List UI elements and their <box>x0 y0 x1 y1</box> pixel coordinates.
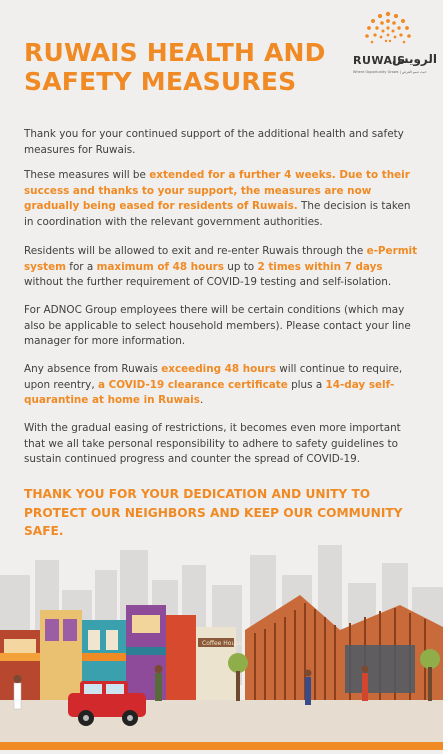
logo-name-ar: الرويس <box>392 52 438 66</box>
page-title <box>24 38 344 96</box>
town-illustration <box>0 535 443 750</box>
paragraph-extension <box>24 168 419 230</box>
text-run: The decision is taken in coordination with the relevant government authorities. <box>24 200 411 228</box>
street-scene-illustration <box>0 535 443 750</box>
paragraph-responsibility: With the gradual easing of restrictions, it becomes even more important that we all take personal responsibility to adhere to safety guidelines to sustain continued progress and counter the spread of COVID-19. <box>24 422 401 465</box>
text-run: These measures will be <box>24 169 150 181</box>
text-run: . <box>199 394 204 406</box>
highlight-extension: extended for a further 4 weeks. Due to their success and thanks to your support, the measures are now gradually being eased for residents of Ruwais. <box>24 169 410 212</box>
highlight-epermit: e-Permit system <box>24 245 418 273</box>
text-run: will continue to require, upon reentry, <box>24 363 403 391</box>
logo-tagline: Where Opportunity Grows | حيث تنمو الفرص <box>353 70 427 74</box>
sun-dots-icon <box>360 8 416 52</box>
highlight-clearance: a COVID-19 clearance certificate <box>97 378 288 391</box>
paragraph-thanks: Thank you for your continued support of the additional health and safety measures for Ruwais. <box>24 128 404 156</box>
text-run: Any absence from Ruwais <box>24 363 162 375</box>
highlight-2-times: 2 times within 7 days <box>257 260 383 273</box>
text-run: Residents will be allowed to exit and re-enter Ruwais through the <box>24 245 367 257</box>
paragraph-absence <box>24 362 419 409</box>
text-run: plus a <box>287 378 326 391</box>
highlight-quarantine: 14-day self-quarantine at home in Ruwais <box>24 378 395 406</box>
text-run: up to <box>223 260 258 273</box>
bottom-accent-bar <box>0 742 443 750</box>
title-line-1: RUWAIS HEALTH AND <box>24 38 326 67</box>
title-line-2: SAFETY MEASURES <box>24 67 297 96</box>
text-run: for a <box>65 260 97 273</box>
logo-name-en: RUWAIS <box>353 54 406 67</box>
coffee-house-sign: Coffee House <box>202 640 243 647</box>
paragraph-epermit <box>24 244 419 291</box>
text-run: without the further requirement of COVID-19 testing and self-isolation. <box>24 276 392 288</box>
highlight-48-hours: maximum of 48 hours <box>96 260 224 273</box>
closing-message: THANK YOU FOR YOUR DEDICATION AND UNITY TO PROTECT OUR NEIGHBORS AND KEEP OUR COMMUNITY SAFE. <box>24 487 403 538</box>
highlight-exceeding-48: exceeding 48 hours <box>161 363 276 375</box>
ruwais-logo <box>350 8 438 94</box>
paragraph-adnoc: For ADNOC Group employees there will be certain conditions (which may also be applicable to select household members). Please contact your line manager for more information. <box>24 304 411 347</box>
